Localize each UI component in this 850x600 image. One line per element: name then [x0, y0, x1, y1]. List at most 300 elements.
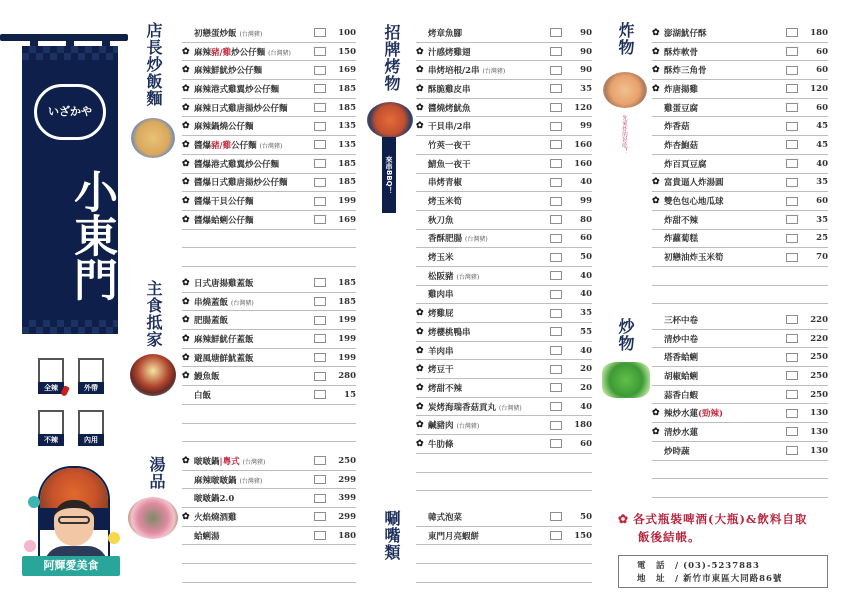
blank-row	[416, 564, 592, 583]
star-icon: ✿	[652, 408, 660, 419]
menu-item-name: 干貝串/2串	[428, 122, 472, 133]
star-icon: ✿	[416, 308, 424, 319]
menu-item-price: 99	[580, 121, 592, 132]
star-icon: ✿	[416, 364, 424, 375]
menu-list-soups	[182, 452, 356, 600]
menu-item	[652, 423, 828, 442]
order-checkbox[interactable]	[550, 253, 562, 262]
blank-row	[652, 286, 828, 305]
origin-note: (台灣豬)	[482, 68, 506, 76]
origin-note: (台灣豬)	[268, 49, 291, 57]
order-checkbox[interactable]	[314, 334, 326, 343]
menu-item-price: 185	[338, 83, 356, 94]
menu-item-price: 180	[810, 27, 828, 38]
order-checkbox[interactable]	[550, 28, 562, 37]
menu-item	[416, 117, 592, 136]
menu-item	[182, 43, 356, 62]
address-text: 新竹市東區大同路86號	[683, 574, 783, 584]
star-icon: ✿	[182, 333, 190, 344]
fried-balls-image	[603, 72, 647, 108]
order-checkbox[interactable]	[314, 390, 326, 399]
star-icon: ✿	[182, 196, 190, 207]
menu-item-price: 199	[338, 333, 356, 344]
section-title-fried: 炸物	[616, 22, 635, 56]
menu-item	[182, 452, 356, 471]
menu-item	[652, 99, 828, 118]
menu-item-price: 199	[338, 352, 356, 363]
order-checkbox[interactable]	[786, 234, 798, 243]
order-checkbox[interactable]	[314, 316, 326, 325]
menu-item-name: 醬燒烤魷魚	[428, 103, 471, 114]
menu-item-price: 60	[580, 233, 592, 244]
menu-item	[416, 155, 592, 174]
menu-item-price: 150	[338, 46, 356, 57]
menu-item-name: 炸甜不辣	[664, 215, 699, 226]
menu-item-price: 135	[338, 139, 356, 150]
menu-item	[652, 230, 828, 249]
menu-item-price: 60	[816, 102, 828, 113]
star-icon: ✿	[416, 46, 424, 57]
menu-item-price: 40	[816, 158, 828, 169]
order-checkbox[interactable]	[786, 315, 798, 324]
order-checkbox[interactable]	[550, 346, 562, 355]
option-dine-in[interactable]	[78, 410, 104, 446]
order-checkbox[interactable]	[550, 234, 562, 243]
order-checkbox[interactable]	[550, 140, 562, 149]
blank-row	[182, 248, 356, 267]
star-icon: ✿	[182, 158, 190, 169]
menu-item-name: 串燒蓋飯 (台灣豬)	[194, 297, 254, 308]
menu-item-name: 胡椒蛤蜊	[664, 371, 699, 382]
menu-item-name: 酥脆雞皮串	[428, 84, 471, 95]
menu-item	[652, 43, 828, 62]
menu-item	[182, 274, 356, 293]
star-icon: ✿	[416, 438, 424, 449]
star-icon: ✿	[182, 121, 190, 132]
menu-item-price: 250	[810, 389, 828, 400]
menu-item-name: 炭烤海瑞香菇貢丸 (台灣豬)	[428, 402, 522, 413]
blank-row	[182, 424, 356, 443]
menu-item	[652, 80, 828, 99]
menu-item-price: 25	[816, 233, 828, 244]
order-checkbox[interactable]	[550, 47, 562, 56]
menu-item	[182, 527, 356, 546]
menu-item	[652, 367, 828, 386]
order-checkbox[interactable]	[786, 353, 798, 362]
menu-item	[182, 174, 356, 193]
order-checkbox[interactable]	[314, 456, 326, 465]
order-checkbox[interactable]	[314, 28, 326, 37]
menu-item	[182, 24, 356, 43]
order-checkbox[interactable]	[550, 421, 562, 430]
menu-item-price: 99	[580, 196, 592, 207]
menu-item-name: 麻辣日式雞唐揚炒公仔麵	[194, 103, 288, 114]
menu-item	[416, 304, 592, 323]
menu-item-name: 烤玉米	[428, 253, 454, 264]
menu-item-name: 雞蛋豆腐	[664, 103, 699, 114]
blank-row	[182, 583, 356, 600]
order-checkbox[interactable]	[314, 297, 326, 306]
blank-row	[652, 461, 828, 480]
star-icon: ✿	[182, 277, 190, 288]
order-checkbox[interactable]	[314, 84, 326, 93]
menu-item-price: 90	[580, 65, 592, 76]
address-line	[637, 573, 827, 586]
order-checkbox[interactable]	[786, 446, 798, 455]
menu-item-price: 20	[580, 382, 592, 393]
order-checkbox[interactable]	[786, 47, 798, 56]
menu-item	[652, 155, 828, 174]
menu-item	[416, 323, 592, 342]
menu-item	[652, 61, 828, 80]
bbq-tag: 來串BBQ！	[382, 137, 396, 213]
order-checkbox[interactable]	[314, 531, 326, 540]
menu-item-name: 澎湖魷仔酥	[664, 28, 707, 39]
menu-item-name: 醬爆干貝公仔麵	[194, 197, 254, 208]
option-takeout[interactable]	[78, 358, 104, 394]
order-checkbox[interactable]	[314, 372, 326, 381]
section-title-rice-bowls: 主食抵家	[144, 280, 163, 348]
menu-item-price: 299	[338, 474, 356, 485]
menu-item-price: 130	[810, 426, 828, 437]
menu-item	[182, 192, 356, 211]
order-checkbox[interactable]	[786, 122, 798, 131]
blank-row	[652, 479, 828, 498]
menu-item	[652, 330, 828, 349]
menu-item-name: 烤章魚腳	[428, 28, 463, 39]
menu-item-price: 90	[580, 46, 592, 57]
blank-row	[416, 473, 592, 492]
menu-item	[652, 404, 828, 423]
menu-item	[182, 136, 356, 155]
origin-note: (台灣豬)	[242, 458, 266, 466]
order-checkbox[interactable]	[786, 409, 798, 418]
menu-item-name: 松阪豬 (台灣豬)	[428, 271, 480, 282]
star-icon: ✿	[416, 382, 424, 393]
star-icon: ✿	[416, 345, 424, 356]
menu-item-price: 130	[810, 408, 828, 419]
order-checkbox[interactable]	[786, 84, 798, 93]
order-checkbox[interactable]	[314, 475, 326, 484]
menu-item	[652, 442, 828, 461]
menu-item-price: 399	[338, 493, 356, 504]
menu-item	[416, 435, 592, 454]
order-checkbox[interactable]	[550, 66, 562, 75]
menu-list-grill	[416, 24, 592, 491]
order-checkbox[interactable]	[550, 122, 562, 131]
order-checkbox[interactable]	[550, 383, 562, 392]
menu-item-name: 富貴逼人炸湯圓	[664, 178, 724, 189]
menu-item-price: 199	[338, 315, 356, 326]
order-checkbox[interactable]	[314, 140, 326, 149]
menu-item	[182, 367, 356, 386]
order-checkbox[interactable]	[550, 531, 562, 540]
menu-item	[416, 192, 592, 211]
menu-item	[652, 348, 828, 367]
order-checkbox[interactable]	[550, 327, 562, 336]
menu-item-price: 45	[816, 139, 828, 150]
menu-item-price: 160	[574, 158, 592, 169]
menu-item-price: 160	[574, 139, 592, 150]
menu-item-name: 竹莢一夜干	[428, 140, 471, 151]
menu-item	[652, 248, 828, 267]
section-title-stirfry: 炒物	[616, 318, 635, 352]
menu-item-name: 醬爆豬/雞公仔麵 (台灣豬)	[194, 140, 283, 151]
hotpot-image	[128, 497, 178, 539]
blank-row	[652, 267, 828, 286]
menu-item-price: 80	[580, 214, 592, 225]
menu-item	[182, 386, 356, 405]
menu-item-name: 塔香蛤蜊	[664, 353, 699, 364]
order-checkbox[interactable]	[550, 103, 562, 112]
order-checkbox[interactable]	[786, 159, 798, 168]
menu-item-price: 185	[338, 177, 356, 188]
menu-item-price: 55	[580, 326, 592, 337]
order-checkbox[interactable]	[314, 103, 326, 112]
drink-notice	[618, 510, 833, 546]
menu-item-name: 炸香菇	[664, 122, 690, 133]
menu-item-price: 150	[574, 530, 592, 541]
star-icon: ✿	[182, 511, 190, 522]
menu-item-price: 185	[338, 158, 356, 169]
menu-item	[182, 211, 356, 230]
order-checkbox[interactable]	[786, 28, 798, 37]
menu-item-price: 135	[338, 121, 356, 132]
order-checkbox[interactable]	[314, 278, 326, 287]
order-checkbox[interactable]	[786, 215, 798, 224]
menu-item-name: 醬爆蛤蜊公仔麵	[194, 215, 254, 226]
order-checkbox[interactable]	[314, 494, 326, 503]
menu-item-price: 250	[810, 352, 828, 363]
menu-item-price: 40	[580, 270, 592, 281]
menu-item-name: 鹹豬肉 (台灣豬)	[428, 421, 480, 432]
order-checkbox[interactable]	[786, 103, 798, 112]
rice-bowl-image	[130, 354, 176, 396]
flower-icon	[24, 540, 36, 552]
origin-note: (台灣豬)	[456, 273, 480, 281]
star-icon: ✿	[182, 46, 190, 57]
menu-item-name: 清炒中卷	[664, 334, 699, 345]
menu-item-name: 雙色包心地瓜球	[664, 197, 724, 208]
order-checkbox[interactable]	[786, 178, 798, 187]
option-not-spicy[interactable]	[38, 410, 64, 446]
order-checkbox[interactable]	[550, 215, 562, 224]
order-checkbox[interactable]	[786, 66, 798, 75]
menu-item	[182, 80, 356, 99]
star-icon: ✿	[182, 352, 190, 363]
order-checkbox[interactable]	[550, 402, 562, 411]
menu-item-price: 60	[816, 196, 828, 207]
menu-item-price: 280	[338, 371, 356, 382]
checker-pattern	[22, 320, 118, 334]
menu-item	[416, 230, 592, 249]
section-title-snacks: 唰嘴類	[382, 510, 401, 561]
origin-note: (台灣豬)	[465, 236, 488, 244]
menu-item	[416, 416, 592, 435]
star-icon: ✿	[416, 401, 424, 412]
menu-item	[416, 398, 592, 417]
menu-item	[182, 349, 356, 368]
order-checkbox[interactable]	[786, 197, 798, 206]
star-icon: ✿	[182, 65, 190, 76]
order-checkbox[interactable]	[550, 365, 562, 374]
menu-item-name: 初戀蛋炒飯 (台灣豬)	[194, 28, 263, 39]
origin-note: (台灣豬)	[456, 423, 480, 431]
skewers-image	[367, 102, 413, 138]
menu-item-name: 酥炸三角骨	[664, 66, 707, 77]
order-checkbox[interactable]	[550, 159, 562, 168]
menu-item-price: 60	[816, 46, 828, 57]
order-checkbox[interactable]	[314, 47, 326, 56]
star-icon: ✿	[416, 326, 424, 337]
menu-item	[416, 286, 592, 305]
order-checkbox[interactable]	[550, 512, 562, 521]
checker-pattern	[22, 46, 118, 60]
star-icon: ✿	[182, 139, 190, 150]
host-name-ribbon: 阿輝愛美食	[22, 556, 120, 576]
option-label: 內用	[78, 434, 104, 446]
menu-item-name: 雞肉串	[428, 290, 454, 301]
star-icon: ✿	[182, 177, 190, 188]
menu-item-price: 35	[816, 214, 828, 225]
menu-item-price: 220	[810, 314, 828, 325]
menu-item	[416, 99, 592, 118]
star-icon: ✿	[182, 371, 190, 382]
glasses-icon	[58, 516, 90, 524]
menu-item-name: 三杯中卷	[664, 315, 699, 326]
menu-item-name: 肥腸蓋飯	[194, 316, 229, 327]
menu-item	[416, 43, 592, 62]
order-checkbox[interactable]	[550, 178, 562, 187]
menu-item-name: 火焰燒酒雞	[194, 512, 237, 523]
flower-icon	[28, 496, 40, 508]
contact-box	[618, 555, 828, 588]
order-checkbox[interactable]	[314, 512, 326, 521]
menu-item-name: 麻辣豬/雞炒公仔麵 (台灣豬)	[194, 47, 291, 58]
menu-item-name: 串烤培根/2串 (台灣豬)	[428, 66, 506, 77]
phone-label: 電 話 /	[637, 561, 680, 571]
origin-note: (台灣豬)	[239, 477, 263, 485]
menu-item-price: 250	[810, 370, 828, 381]
star-icon: ✿	[416, 121, 424, 132]
menu-item-price: 130	[810, 445, 828, 456]
order-checkbox[interactable]	[786, 371, 798, 380]
menu-item-name: 烤豆干	[428, 365, 454, 376]
menu-item	[416, 136, 592, 155]
menu-item	[182, 489, 356, 508]
menu-list-rice-bowls	[182, 274, 356, 442]
order-checkbox[interactable]	[314, 178, 326, 187]
drink-notice-line1: 各式瓶裝啤酒(大瓶)&飲料自取	[633, 512, 808, 526]
water-lily-image	[602, 362, 650, 398]
order-checkbox[interactable]	[550, 84, 562, 93]
address-label: 地 址 /	[637, 574, 680, 584]
order-checkbox[interactable]	[550, 271, 562, 280]
menu-list-fried	[652, 24, 828, 304]
section-title-soups: 湯品	[147, 456, 166, 490]
phone-number[interactable]: (03)-5237883	[683, 561, 760, 571]
menu-item-name: 炒時蔬	[664, 446, 690, 457]
menu-item-price: 60	[580, 438, 592, 449]
menu-item	[182, 155, 356, 174]
menu-item-name: 烤櫻桃鴨串	[428, 327, 471, 338]
order-checkbox[interactable]	[786, 140, 798, 149]
star-icon: ✿	[652, 83, 660, 94]
menu-item-name: 日式唐揚雞蓋飯	[194, 278, 254, 289]
menu-item	[416, 174, 592, 193]
menu-item-name: 炸百頁豆腐	[664, 159, 707, 170]
order-checkbox[interactable]	[550, 439, 562, 448]
option-all-spicy[interactable]	[38, 358, 64, 394]
option-label: 全辣	[38, 382, 64, 394]
flower-icon	[108, 532, 120, 544]
menu-item-name: 初戀油炸玉米筍	[664, 253, 724, 264]
menu-item-name: 白飯	[194, 390, 212, 401]
star-icon: ✿	[652, 426, 660, 437]
menu-item-price: 35	[580, 308, 592, 319]
order-checkbox[interactable]	[314, 215, 326, 224]
menu-item-price: 35	[580, 83, 592, 94]
order-checkbox[interactable]	[314, 159, 326, 168]
menu-item	[182, 330, 356, 349]
section-title-chef-noodles: 店長炒飯麵	[144, 22, 163, 107]
menu-item	[652, 311, 828, 330]
logo-emblem	[34, 84, 106, 140]
menu-item	[416, 360, 592, 379]
menu-item	[416, 527, 592, 546]
menu-item-name: 秋刀魚	[428, 215, 454, 226]
order-checkbox[interactable]	[550, 197, 562, 206]
star-icon: ✿	[416, 65, 424, 76]
star-icon: ✿	[182, 455, 190, 466]
shop-banner	[22, 46, 118, 334]
menu-item	[182, 508, 356, 527]
menu-item-name: 麻辣港式雞翼炒公仔麵	[194, 84, 280, 95]
menu-item-price: 60	[816, 65, 828, 76]
blank-row	[182, 564, 356, 583]
order-checkbox[interactable]	[314, 197, 326, 206]
menu-item-name: 避風塘鮮魷蓋飯	[194, 353, 254, 364]
order-checkbox[interactable]	[550, 309, 562, 318]
menu-item	[182, 61, 356, 80]
order-checkbox[interactable]	[786, 334, 798, 343]
menu-item	[652, 211, 828, 230]
shop-name: 小東門	[66, 169, 117, 301]
order-checkbox[interactable]	[550, 290, 562, 299]
order-checkbox[interactable]	[786, 390, 798, 399]
menu-item-price: 40	[580, 345, 592, 356]
star-icon: ✿	[182, 315, 190, 326]
menu-item	[416, 24, 592, 43]
order-checkbox[interactable]	[786, 253, 798, 262]
menu-item-name: 蒜香白蝦	[664, 390, 699, 401]
star-icon: ✿	[416, 83, 424, 94]
menu-item-name: 啵啵鍋|粵式 (台灣豬)	[194, 456, 266, 467]
order-checkbox[interactable]	[314, 66, 326, 75]
menu-item	[652, 117, 828, 136]
order-checkbox[interactable]	[314, 122, 326, 131]
logo-text: いざかや	[48, 105, 92, 118]
menu-item-price: 185	[338, 277, 356, 288]
menu-item-price: 180	[338, 530, 356, 541]
menu-item-price: 185	[338, 296, 356, 307]
order-checkbox[interactable]	[314, 353, 326, 362]
menu-item-name: 醬爆日式雞唐揚炒公仔麵	[194, 178, 288, 189]
menu-item	[416, 61, 592, 80]
order-checkbox[interactable]	[786, 427, 798, 436]
origin-note: (台灣豬)	[259, 142, 283, 150]
menu-item-price: 169	[338, 65, 356, 76]
